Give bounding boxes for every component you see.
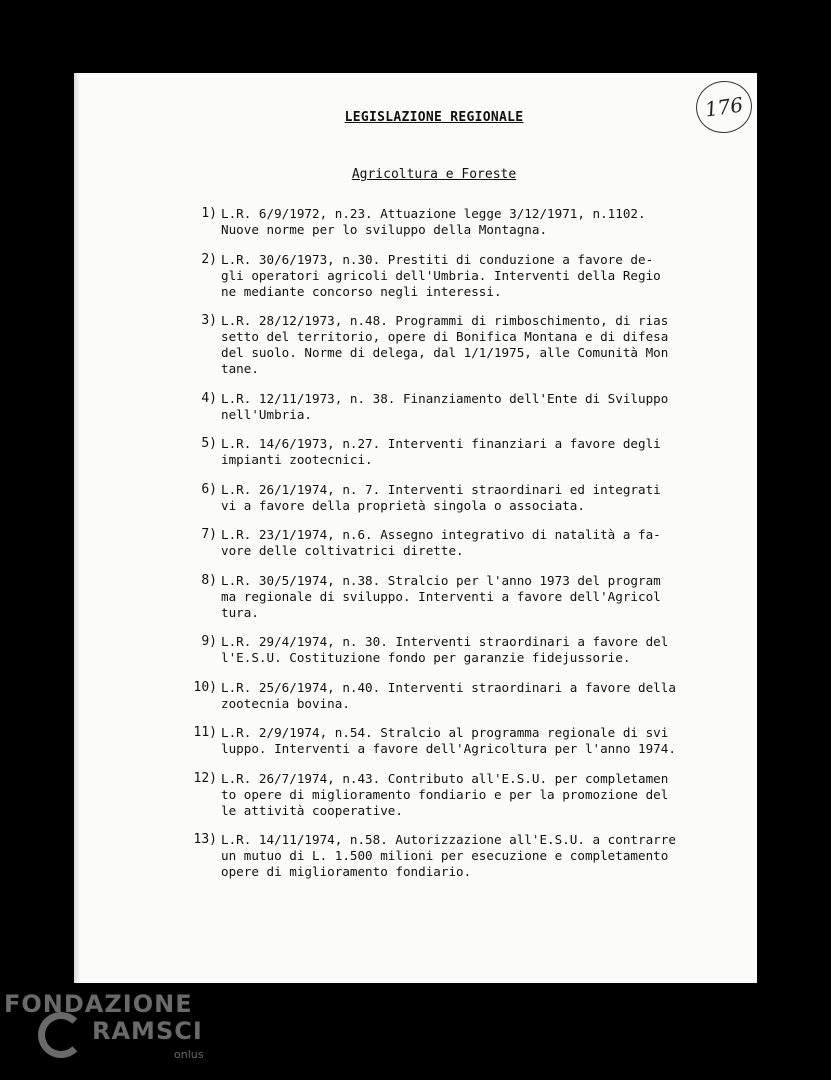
- item-text: L.R. 28/12/1973, n.48. Programmi di rimboschimento, di rias setto del territorio, opere di Bonifica Montana e di difesa del suolo. Norme di delega, dal 1/1/1975, alle Comunità Mon tane.: [221, 313, 669, 376]
- item-number: 5): [201, 436, 217, 451]
- item-number: 10): [193, 679, 217, 695]
- page-spine: [74, 73, 80, 983]
- document-page: [74, 73, 757, 983]
- item-number: 8): [201, 572, 217, 588]
- watermark-line1: FONDAZIONE: [4, 990, 193, 1018]
- list-item: [174, 573, 734, 621]
- watermark-line2: RAMSCI: [92, 1017, 203, 1045]
- item-number: 1): [201, 206, 217, 221]
- item-text: L.R. 2/9/1974, n.54. Stralcio al programma regionale di svi luppo. Interventi a favore dell'Agricoltura per l'anno 1974.: [221, 725, 676, 756]
- document-title: LEGISLAZIONE REGIONALE: [344, 110, 524, 125]
- watermark-sub: onlus: [174, 1048, 204, 1061]
- list-item: [174, 252, 734, 300]
- g-logo-icon: [38, 1012, 84, 1058]
- item-number: 2): [201, 251, 217, 267]
- list-item: [174, 771, 734, 819]
- item-text: L.R. 29/4/1974, n. 30. Interventi straordinari a favore del l'E.S.U. Costituzione fondo per garanzie fidejussorie.: [221, 634, 669, 665]
- item-text: L.R. 12/11/1973, n. 38. Finanziamento dell'Ente di Sviluppo nell'Umbria.: [221, 390, 669, 422]
- item-number: 12): [193, 770, 217, 786]
- item-text: L.R. 14/6/1973, n.27. Interventi finanziari a favore degli impianti zootecnici.: [221, 436, 661, 467]
- item-text: L.R. 23/1/1974, n.6. Assegno integrativo di natalità a fa- vore delle coltivatrici dirette.: [221, 527, 661, 558]
- list-item: [174, 206, 734, 238]
- item-number: 3): [201, 313, 217, 328]
- list-item: [174, 725, 734, 757]
- list-item: [174, 482, 734, 514]
- item-number: 6): [201, 481, 217, 497]
- list-item: [174, 527, 734, 559]
- list-item: [174, 832, 734, 880]
- law-list: [174, 206, 734, 894]
- item-number: 7): [201, 527, 217, 542]
- item-text: L.R. 26/1/1974, n. 7. Interventi straordinari ed integrati vi a favore della proprietà singola o associata.: [221, 481, 661, 513]
- section-subtitle: Agricoltura e Foreste: [351, 167, 517, 182]
- archive-number-stamp: 176: [693, 77, 756, 136]
- list-item: [174, 436, 734, 468]
- item-number: 13): [193, 832, 217, 847]
- item-text: L.R. 6/9/1972, n.23. Attuazione legge 3/12/1971, n.1102. Nuove norme per lo sviluppo della Montagna.: [221, 206, 646, 237]
- list-item: [174, 680, 734, 712]
- item-text: L.R. 14/11/1974, n.58. Autorizzazione all'E.S.U. a contrarre un mutuo di L. 1.500 milioni per esecuzione e completamento opere di miglioramento fondiario.: [221, 832, 676, 879]
- list-item: [174, 391, 734, 423]
- item-text: L.R. 30/5/1974, n.38. Stralcio per l'anno 1973 del program ma regionale di sviluppo. Interventi a favore dell'Agricol tura.: [221, 572, 661, 620]
- item-text: L.R. 25/6/1974, n.40. Interventi straordinari a favore della zootecnia bovina.: [221, 679, 676, 711]
- item-text: L.R. 30/6/1973, n.30. Prestiti di conduzione a favore de- gli operatori agricoli dell'Umbria. Interventi della Regio ne mediante concorso negli interessi.: [221, 251, 661, 299]
- item-number: 9): [201, 634, 217, 649]
- item-number: 4): [201, 390, 217, 406]
- item-text: L.R. 26/7/1974, n.43. Contributo all'E.S.U. per completamen to opere di miglioramento fondiario e per la promozione del le attività cooperative.: [221, 770, 669, 818]
- item-number: 11): [193, 725, 217, 740]
- list-item: [174, 634, 734, 666]
- list-item: [174, 313, 734, 377]
- fondazione-gramsci-watermark: [4, 990, 214, 1070]
